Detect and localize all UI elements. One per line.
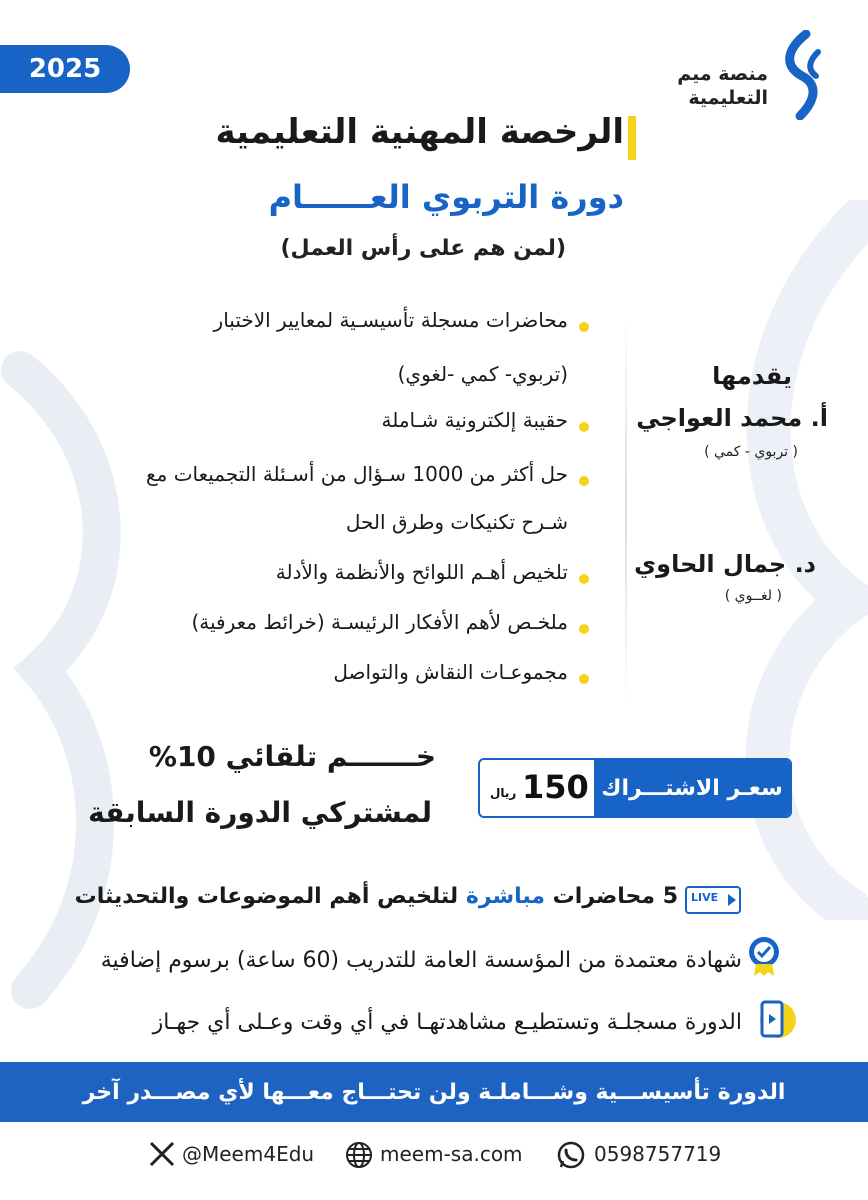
feature-item: مجموعـات النقاش والتواصل: [333, 660, 568, 684]
feature-item: حل أكثر من 1000 سـؤال من أسـئلة التجميعات مع: [145, 462, 568, 486]
page-title: الرخصة المهنية التعليمية: [215, 112, 624, 152]
certificate-badge-icon: [746, 936, 782, 978]
phone-video-icon: [754, 998, 796, 1042]
course-title: دورة التربوي العــــــام: [268, 178, 624, 216]
live-lectures-line: [75, 884, 678, 909]
live-count: 5: [662, 884, 678, 909]
discount-headline: خـــــــم تلقائي 10%: [148, 740, 436, 773]
feature-item-continued: شـرح تكنيكات وطرق الحل: [345, 510, 568, 534]
year-badge: [0, 45, 130, 93]
presenter-name: أ. محمد العواجي: [636, 404, 828, 432]
live-text-post: لتلخيص أهم الموضوعات والتحديثات: [74, 884, 459, 909]
bullet-dot: [579, 476, 589, 486]
presenter-name: د. جمال الحاوي: [634, 550, 816, 578]
brand-line-2: التعليمية: [688, 87, 768, 109]
presenters-heading: يقدمها: [712, 362, 792, 390]
watermark-left: [0, 330, 150, 1030]
whatsapp-icon: [556, 1140, 586, 1170]
presenter-subjects: ( لغــوي ): [724, 588, 782, 604]
column-divider: [625, 312, 627, 708]
discount-note: لمشتركي الدورة السابقة: [88, 796, 432, 829]
year-text: 2025: [28, 54, 102, 84]
price-amount: 150: [522, 768, 589, 806]
brand-name: [677, 62, 768, 110]
live-badge-text: LIVE: [691, 891, 719, 904]
feature-item: ملخـص لأهم الأفكار الرئيسـة (خرائط معرفية): [191, 610, 568, 634]
price-currency: ريال: [490, 786, 517, 800]
globe-icon: [344, 1140, 374, 1170]
presenter-subjects: ( تربوي - كمي ): [704, 444, 798, 460]
bottom-banner: [0, 1062, 868, 1122]
play-icon: [728, 894, 736, 906]
recorded-line: الدورة مسجلـة وتستطيـع مشاهدتهـا في أي وقت وعـلى أي جهـاز: [152, 1010, 742, 1035]
bullet-dot: [579, 624, 589, 634]
x-icon: [148, 1140, 176, 1168]
live-highlight: مباشرة: [465, 884, 545, 909]
bullet-dot: [579, 574, 589, 584]
meem-logo-icon: [772, 30, 832, 120]
feature-item-continued: (تربوي- كمي -لغوي): [397, 362, 568, 386]
live-text-pre: محاضرات: [552, 884, 656, 909]
certificate-line: شهادة معتمدة من المؤسسة العامة للتدريب (60 ساعة) برسوم إضافية: [100, 948, 742, 973]
brand-line-1: منصة ميم: [677, 63, 768, 85]
feature-item: محاضرات مسجلة تأسيسـية لمعايير الاختبار: [213, 308, 568, 332]
feature-item: حقيبة إلكترونية شـاملة: [381, 408, 568, 432]
price-box: [478, 758, 792, 818]
audience-note: (لمن هم على رأس العمل): [280, 236, 566, 261]
banner-text: الدورة تأسيســـية وشـــاملـة ولن تحتـــاج معـــها لأي مصـــدر آخر: [82, 1079, 786, 1105]
x-handle[interactable]: @Meem4Edu: [182, 1142, 315, 1166]
live-icon: [685, 886, 741, 914]
whatsapp-number[interactable]: 0598757719: [594, 1142, 722, 1166]
bullet-dot: [579, 674, 589, 684]
feature-item: تلخيص أهـم اللوائح والأنظمة والأدلة: [275, 560, 568, 584]
bullet-dot: [579, 422, 589, 432]
bullet-dot: [579, 322, 589, 332]
website-link[interactable]: meem-sa.com: [380, 1142, 523, 1166]
price-label: سعـر الاشتـــراك: [594, 760, 790, 816]
title-accent-bar: [628, 116, 636, 160]
